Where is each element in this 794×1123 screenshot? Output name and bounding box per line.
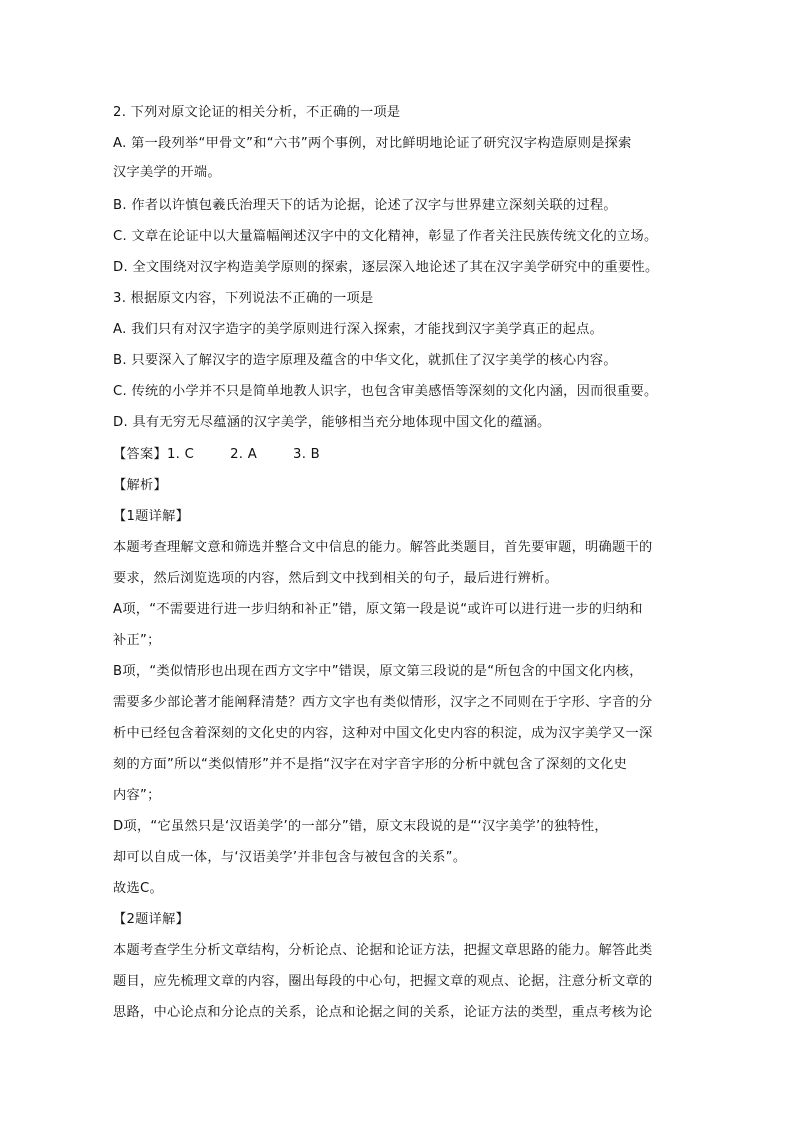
q1-item-a-line-2: 补正”；	[113, 633, 161, 648]
question-2-option-d: D. 全文围绕对汉字构造美学原则的探索，逐层深入地论述了其在汉字美学研究中的重要性。	[113, 260, 659, 275]
q1-item-b-line-3: 析中已经包含着深刻的文化史的内容，这种对中国文化史内容的积淀，成为汉字美学又一深	[113, 726, 653, 741]
q1-conclusion: 故选C。	[113, 881, 163, 896]
q1-item-b-line-2: 需要多少部论著才能阐释清楚？西方文字也有类似情形，汉字之不同则在于字形、字音的分	[113, 695, 653, 710]
q1-item-d-line-1: D项，“它虽然只是‘汉语美学’的一部分”错，原文末段说的是“‘汉字美学’的独特性，	[113, 819, 608, 834]
question-3-option-d: D. 具有无穷无尽蕴涵的汉字美学，能够相当充分地体现中国文化的蕴涵。	[113, 415, 551, 430]
answer-line: 【答案】1. C 2. A 3. B	[113, 447, 321, 462]
question-3-option-b: B. 只要深入了解汉字的造字原理及蕴含的中华文化，就抓住了汉字美学的核心内容。	[113, 353, 617, 368]
question-2-option-a: A. 第一段列举“甲骨文”和“六书”两个事例，对比鲜明地论证了研究汉字构造原则是探索	[113, 136, 632, 151]
q2-detail-heading: 【2题详解】	[113, 912, 190, 927]
q1-item-d-line-2: 却可以自成一体，与‘汉语美学’并非包含与被包含的关系”。	[113, 850, 467, 865]
q2-paragraph-line-2: 题目，应先梳理文章的内容，圈出每段的中心句，把握文章的观点、论据，注意分析文章的	[113, 974, 653, 989]
question-3-option-a: A. 我们只有对汉字造字的美学原则进行深入探索，才能找到汉字美学真正的起点。	[113, 322, 604, 337]
question-2-stem: 2. 下列对原文论证的相关分析，不正确的一项是	[113, 105, 401, 120]
analysis-heading: 【解析】	[113, 478, 167, 493]
question-2-option-b: B. 作者以许慎包羲氏治理天下的话为论据，论述了汉字与世界建立深刻关联的过程。	[113, 198, 617, 213]
q2-paragraph-line-3: 思路，中心论点和分论点的关系，论点和论据之间的关系，论证方法的类型，重点考核为论	[113, 1005, 653, 1020]
q1-item-b-line-1: B项，“类似情形也出现在西方文字中”错误，原文第三段说的是“所包含的中国文化内核，	[113, 664, 643, 679]
q1-item-b-line-5: 内容”；	[113, 788, 161, 803]
q1-item-a-line-1: A项，“不需要进行进一步归纳和补正”错，原文第一段是说“或许可以进行进一步的归纳和	[113, 602, 643, 617]
q1-paragraph-line-1: 本题考查理解文意和筛选并整合文中信息的能力。解答此类题目，首先要审题，明确题干的	[113, 540, 653, 555]
q1-item-b-line-4: 刻的方面”所以“类似情形”并不是指“汉字在对字音字形的分析中就包含了深刻的文化史	[113, 757, 628, 772]
q2-paragraph-line-1: 本题考查学生分析文章结构，分析论点、论据和论证方法，把握文章思路的能力。解答此类	[113, 943, 653, 958]
q1-detail-heading: 【1题详解】	[113, 509, 190, 524]
question-3-stem: 3. 根据原文内容，下列说法不正确的一项是	[113, 291, 374, 306]
question-3-option-c: C. 传统的小学并不只是简单地教人识字，也包含审美感悟等深刻的文化内涵，因而很重要。	[113, 384, 658, 399]
question-2-option-a-cont: 汉字美学的开端。	[113, 165, 221, 180]
q1-paragraph-line-2: 要求，然后浏览选项的内容，然后到文中找到相关的句子，最后进行辨析。	[113, 571, 559, 586]
question-2-option-c: C. 文章在论证中以大量篇幅阐述汉字中的文化精神，彰显了作者关注民族传统文化的立场。	[113, 229, 658, 244]
